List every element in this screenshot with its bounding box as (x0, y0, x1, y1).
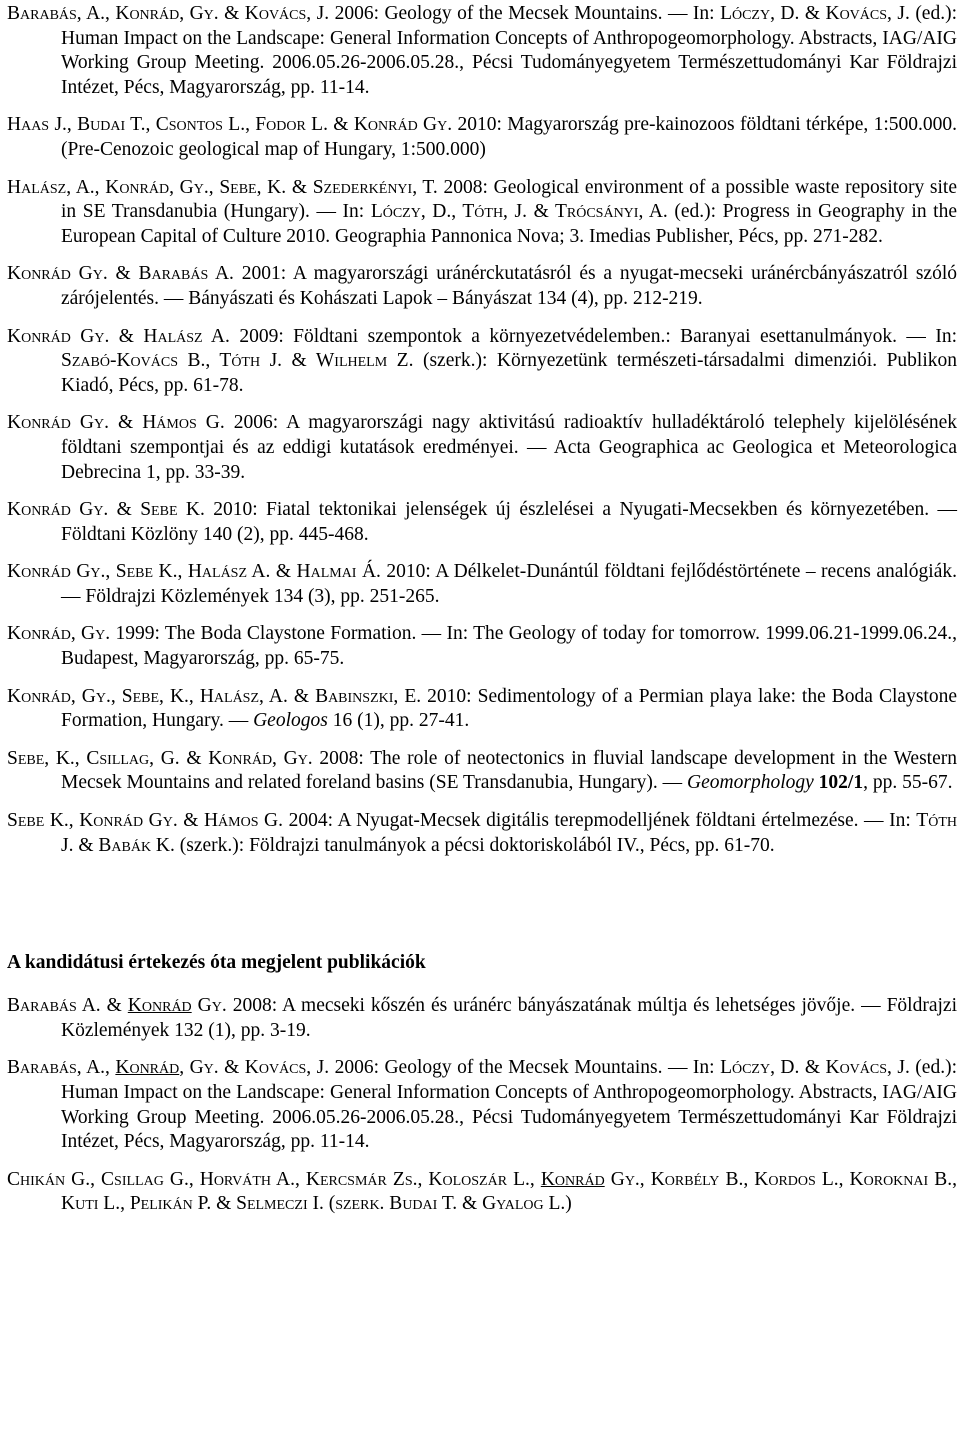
reference-text: 2010: Sedimentology of a Permian playa lake: the Boda Claystone Formation, Hungary. — (61, 685, 957, 732)
reference-text: (ed.): Human Impact on the Landscape: General Information Concepts of Anthropogeomorphology. Abstracts, IAG/AIG Working Group Meeting. 2006.05.26-2006.05.28., Pécsi Tudományegyetem Természettudományi Kar Földrajzi Intézet, Pécs, Magyarország, pp. 11-14. (61, 1057, 957, 1153)
reference-entry (7, 262, 957, 311)
author-names: Szabó-Kovács B., Tóth J. & Wilhelm Z. (61, 350, 414, 372)
author-names: Tóth J. & Babák K. (61, 810, 957, 856)
reference-entry (7, 176, 957, 250)
author-names: Sebe K., Konrád Gy. & Hámos G. (7, 810, 284, 832)
reference-entry (7, 325, 957, 399)
reference-entry (7, 994, 957, 1043)
author-names: Konrád, Gy. (7, 623, 111, 645)
reference-entry (7, 622, 957, 671)
reference-text: 2008: Geological environment of a possible waste repository site in SE Transdanubia (Hungary). — In: (61, 176, 957, 223)
reference-text: 2010: A Délkelet-Dunántúl földtani fejlődéstörténete – recens analógiák. — Földrajzi Közlemények 134 (3), pp. 251-265. (61, 561, 957, 607)
author-names: Barabás, A., (7, 1057, 116, 1079)
author-names: Konrád, Gy., Sebe, K., Halász, A. & Babinszki, E. (7, 685, 422, 707)
reference-text: (szerk.): Környezetünk természeti-társadalmi dimenziói. Publikon Kiadó, Pécs, pp. 61-78. (61, 350, 957, 396)
reference-text: 2010: Magyarország pre-kainozoos földtani térképe, 1:500.000. (Pre-Cenozoic geological map of Hungary, 1:500.000) (61, 114, 957, 160)
author-names: Lóczy, D. & Kovács, J. (720, 3, 910, 24)
reference-text: 2004: A Nyugat-Mecsek digitális terepmodelljének földtani értelmezése. — In: (283, 810, 917, 832)
reference-text: 1999: The Boda Claystone Formation. — In: The Geology of today for tomorrow. 1999.06.21-1999.06.24., Budapest, Magyarország, pp. 65-75. (61, 623, 957, 670)
highlighted-author: Konrád (127, 995, 192, 1017)
reference-text: 2008: The role of neotectonics in fluvial landscape development in the Western Mecsek Mountains and related foreland basins (SE Transdanubia, Hungary). — (61, 747, 957, 794)
reference-entry (7, 1168, 957, 1217)
reference-text: 2001: A magyarországi uránérckutatásról és a nyugat-mecseki uránércbányászatról szóló zárójelentés. — Bányászati és Kohászati Lapok – Bányászat 134 (4), pp. 212-219. (61, 263, 958, 309)
reference-text: (szerk.): Földrajzi tanulmányok a pécsi doktoriskolából IV., Pécs, pp. 61-70. (174, 834, 775, 856)
author-names: Konrád Gy. & Sebe K. (7, 499, 205, 521)
reference-text: 2006: A magyarországi nagy aktivitású radioaktív hulladéktároló telephely kijelölésének földtani szempontjai és az eddigi kutatások eredményei. — Acta Geographica ac Geologica et Meteorologica Debrecina 1, pp. 33-39. (61, 412, 958, 483)
reference-entry (7, 809, 957, 858)
author-names: Sebe, K., Csillag, G. & Konrád, Gy. (7, 747, 313, 769)
reference-text: 2010: Fiatal tektonikai jelenségek új észlelései a Nyugati-Mecsekben és környezetében. — Földtani Közlöny 140 (2), pp. 445-468. (61, 499, 957, 545)
reference-text: 2008: A mecseki kőszén és uránérc bányászatának múltja és lehetséges jövője. — Földrajzi Közlemények 132 (1), pp. 3-19. (61, 995, 957, 1041)
reference-text: 2006: Geology of the Mecsek Mountains. — In: (329, 3, 721, 24)
author-names: Haas J., Budai T., Csontos L., Fodor L. & Konrád Gy. (7, 114, 453, 136)
reference-text: 2009: Földtani szempontok a környezetvédelemben.: Baranyai esettanulmányok. — In: (229, 325, 958, 347)
reference-entry (7, 498, 957, 547)
reference-entry (7, 747, 957, 796)
author-names: Chikán G., Csillag G., Horváth A., Kercsmár Zs., Koloszár L., (7, 1168, 541, 1190)
author-names: Gy., Korbély B., Kordos L., Koroknai B., Kuti L., Pelikán P. & Selmeczi I. (szerk. Budai T. & Gyalog L.) (61, 1168, 957, 1215)
reference-text: (ed.): Human Impact on the Landscape: General Information Concepts of Anthropogeomorphology. Abstracts, IAG/AIG Working Group Meeting. 2006.05.26-2006.05.28., Pécsi Tudományegyetem Természettudományi Kar Földrajzi Intézet, Pécs, Magyarország, pp. 11-14. (61, 3, 957, 98)
author-names: Lóczy, D. & Kovács, J. (720, 1057, 910, 1079)
journal-title: Geologos (253, 710, 328, 732)
reference-text: 2006: Geology of the Mecsek Mountains. — In: (329, 1057, 721, 1079)
volume-number: 102/1 (818, 772, 864, 794)
author-names: Barabás, A., Konrád, Gy. & Kovács, J. (7, 3, 330, 24)
highlighted-author: Konrád (115, 1057, 180, 1079)
author-names: , Gy. & Kovács, J. (179, 1057, 330, 1079)
author-names: Konrád Gy., Sebe K., Halász A. & Halmai Á. (7, 561, 381, 583)
reference-entry (7, 411, 957, 485)
reference-text: (ed.): Progress in Geography in the European Capital of Culture 2010. Geographia Pannonica Nova; 3. Imedias Publisher, Pécs, pp. 271-282. (61, 201, 957, 247)
author-names: Halász, A., Konrád, Gy., Sebe, K. & Szederkényi, T. (7, 176, 438, 198)
reference-list (7, 2, 957, 858)
author-names: Barabás A. & (7, 995, 128, 1017)
reference-text: , pp. 55-67. (863, 772, 953, 794)
reference-text: 16 (1), pp. 27-41. (327, 710, 470, 732)
author-names: Konrád Gy. & Barabás A. (7, 263, 234, 285)
journal-title: Geomorphology (687, 772, 814, 794)
reference-entry (7, 685, 957, 734)
section-heading: A kandidátusi értekezés óta megjelent publikációk (7, 952, 426, 974)
reference-entry (7, 113, 957, 162)
author-names: Konrád Gy. & Halász A. (7, 325, 230, 347)
author-names: Konrád Gy. & Hámos G. (7, 412, 225, 434)
highlighted-author: Konrád (540, 1168, 605, 1190)
reference-entry (7, 1056, 957, 1154)
author-names: Gy. (191, 995, 227, 1017)
reference-list-since-candidacy (7, 994, 957, 1217)
author-names: Lóczy, D., Tóth, J. & Trócsányi, A. (370, 201, 668, 223)
reference-entry (7, 2, 957, 100)
document-page (7, 0, 957, 1230)
reference-entry (7, 560, 957, 609)
